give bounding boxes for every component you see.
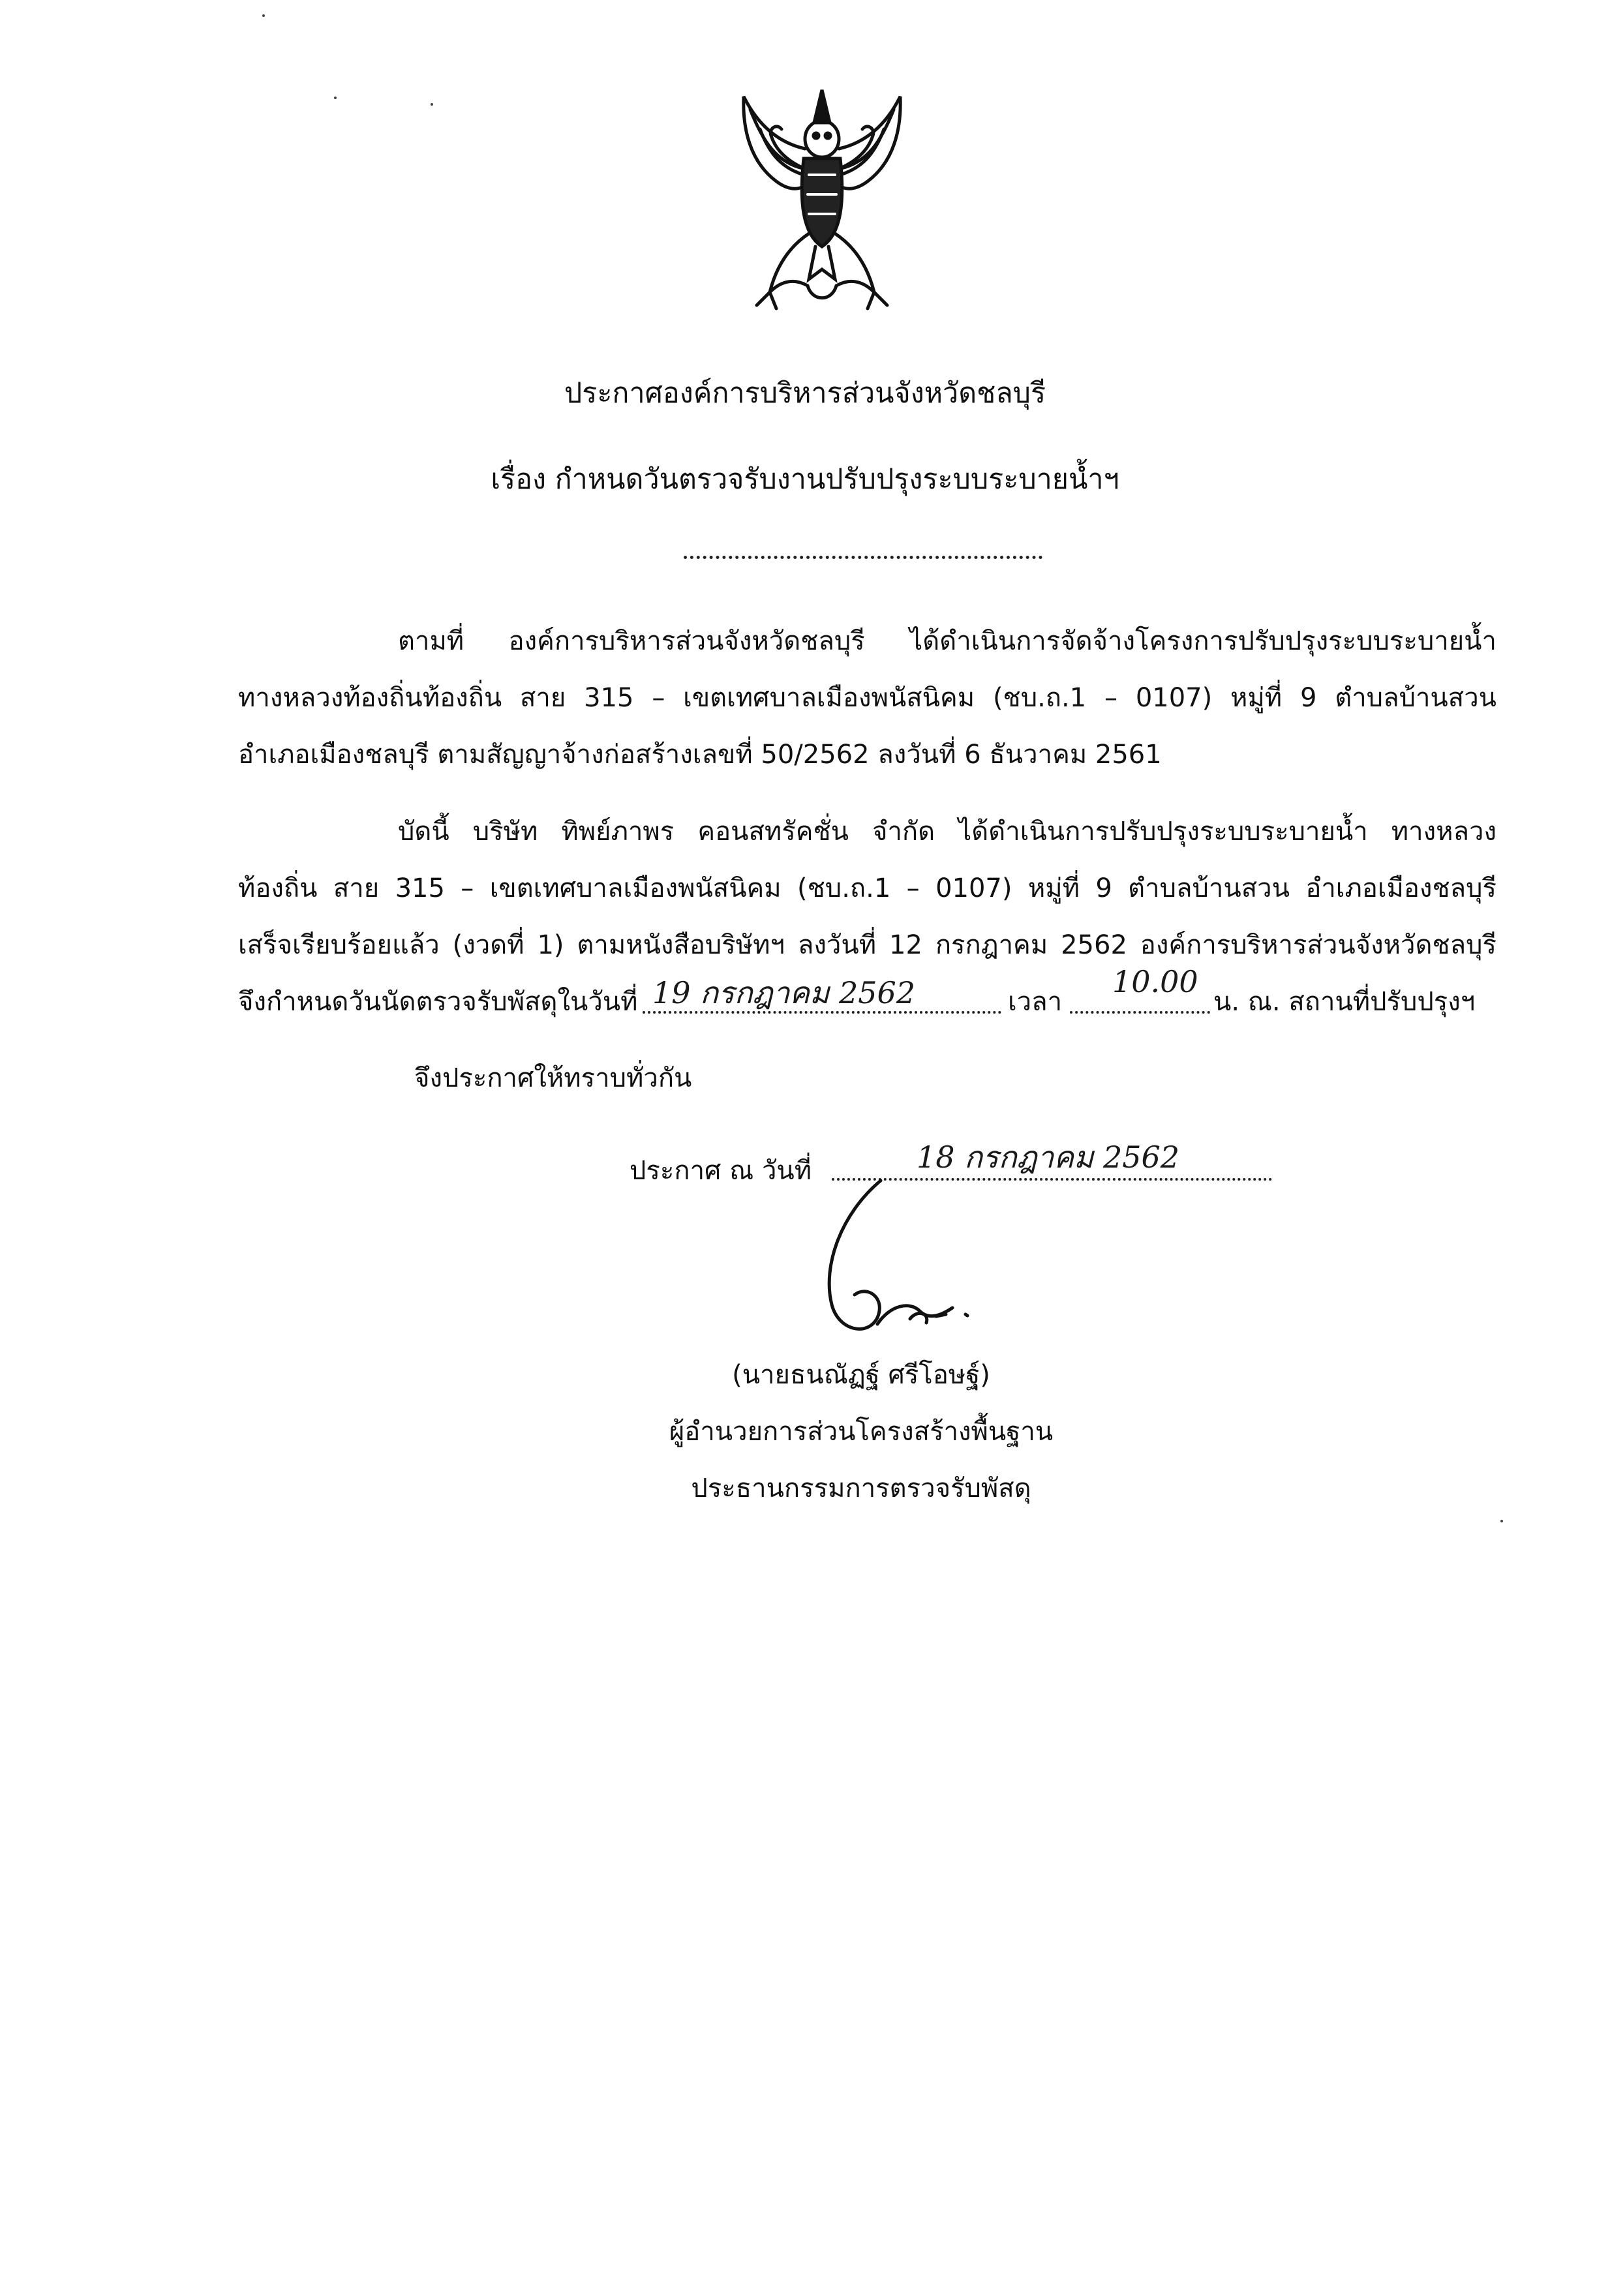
announcement-subject: เรื่อง กำหนดวันตรวจรับงานปรับปรุงระบบระบายน้ำฯ (491, 463, 1119, 496)
para2-line1: บัดนี้ บริษัท ทิพย์ภาพร คอนสทรัคชั่น จำกัด ได้ดำเนินการปรับปรุงระบบระบายน้ำ ทางหลวง (398, 817, 1496, 847)
para1-line3: อำเภอเมืองชลบุรี ตามสัญญาจ้างก่อสร้างเลขที่ 50/2562 ลงวันที่ 6 ธันวาคม 2561 (238, 740, 1162, 770)
announcement-date-handwritten: 18 กรกฎาคม 2562 (917, 1140, 1180, 1175)
announcement-date-label: ประกาศ ณ วันที่ (630, 1156, 812, 1186)
garuda-emblem-icon (731, 83, 913, 318)
para1-line1: ตามที่ องค์การบริหารส่วนจังหวัดชลบุรี ได้ดำเนินการจัดจ้างโครงการปรับปรุงระบบระบายน้ำ (398, 626, 1496, 656)
para1-line2: ทางหลวงท้องถิ่นท้องถิ่น สาย 315 – เขตเทศบาลเมืองพนัสนิคม (ชบ.ถ.1 – 0107) หมู่ที่ 9 ตำบลบ้านสวน (238, 683, 1496, 713)
scan-speck (1500, 1520, 1503, 1522)
announcement-title: ประกาศองค์การบริหารส่วนจังหวัดชลบุรี (564, 377, 1046, 410)
scan-speck (334, 97, 337, 99)
closing-statement: จึงประกาศให้ทราบทั่วกัน (414, 1063, 692, 1093)
inspection-suffix: น. ณ. สถานที่ปรับปรุงฯ (1213, 987, 1476, 1017)
signatory-position: ผู้อำนวยการส่วนโครงสร้างพื้นฐาน (669, 1417, 1054, 1447)
para2-line2: ท้องถิ่น สาย 315 – เขตเทศบาลเมืองพนัสนิคม (ชบ.ถ.1 – 0107) หมู่ที่ 9 ตำบลบ้านสวน อำเภอเมืองชลบุรี (238, 873, 1496, 903)
inspection-prefix: จึงกำหนดวันนัดตรวจรับพัสดุในวันที่ (238, 987, 638, 1017)
scan-speck (262, 14, 265, 17)
inspection-date-handwritten: 19 กรกฎาคม 2562 (652, 975, 916, 1010)
time-label: เวลา (1008, 987, 1063, 1017)
scan-speck (431, 103, 433, 106)
signatory-role: ประธานกรรมการตรวจรับพัสดุ (691, 1473, 1031, 1503)
inspection-time-field (1070, 1011, 1210, 1014)
signatory-name: (นายธนณัฏฐ์ ศรีโอษฐ์) (732, 1360, 990, 1390)
handwritten-signature (770, 1174, 985, 1344)
title-separator (684, 556, 1042, 559)
para2-line3: เสร็จเรียบร้อยแล้ว (งวดที่ 1) ตามหนังสือบริษัทฯ ลงวันที่ 12 กรกฎาคม 2562 องค์การบริหารส่วนจังหวัดชลบุรี (238, 930, 1496, 960)
inspection-time-handwritten: 10.00 (1112, 964, 1198, 999)
